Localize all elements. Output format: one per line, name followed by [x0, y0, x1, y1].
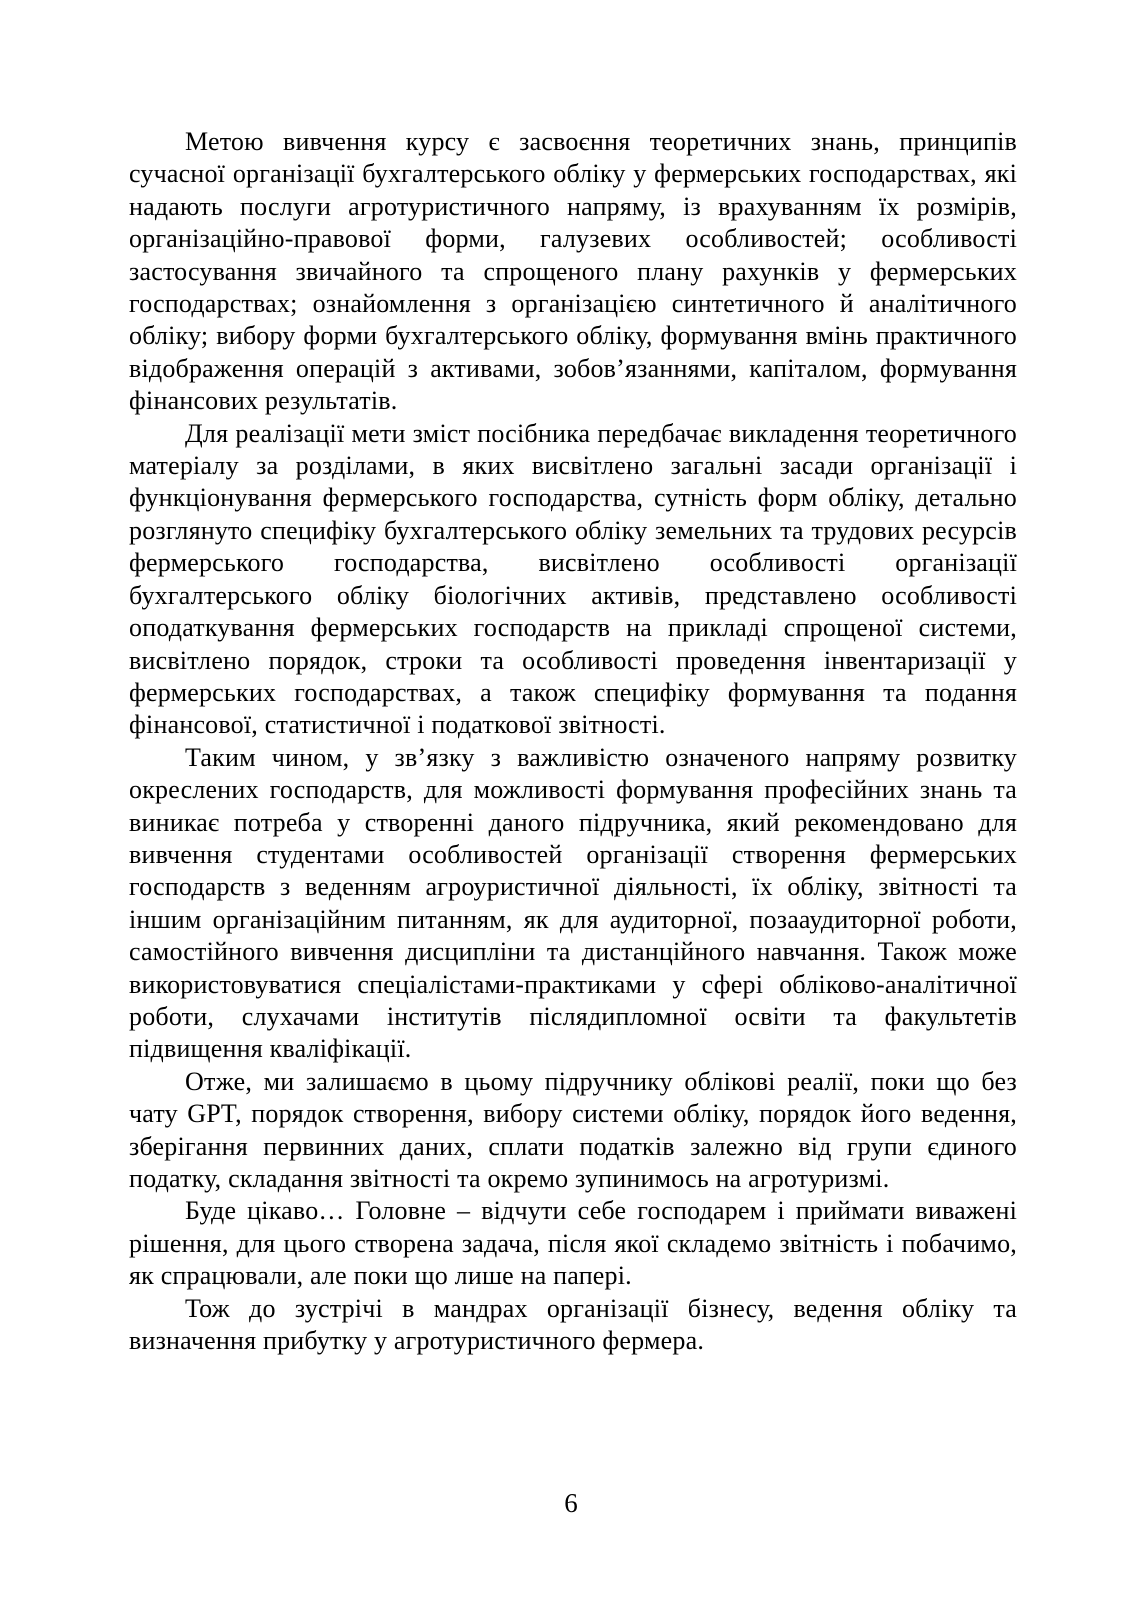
- page-number: 6: [564, 1488, 578, 1518]
- paragraph-accounting-realities: Отже, ми залишаємо в цьому підручнику облікові реалії, поки що без чату GPT, порядок створення, вибору системи обліку, порядок його ведення, зберігання первинних даних, сплати податків залежно від групи єдиного податку, складання звітності та окремо зупинимось на агротуризмі.: [129, 1066, 1017, 1193]
- paragraph-course-goal: Метою вивчення курсу є засвоєння теоретичних знань, принципів сучасної організації бухгалтерського обліку у фермерських господарствах, які надають послуги агротуристичного напряму, із врахуванням їх розмірів, організаційно-правової форми, галузевих особливостей; особливості застосування звичайного та спрощеного плану рахунків у фермерських господарствах; ознайомлення з організацією синтетичного й аналітичного обліку; вибору форми бухгалтерського обліку, формування вмінь практичного відображення операцій з активами, зобов’язаннями, капіталом, формування фінансових результатів.: [129, 127, 1017, 416]
- text-block: [129, 126, 1017, 1357]
- paragraph-textbook-purpose: Таким чином, у зв’язку з важливістю означеного напряму розвитку окреслених господарств, для можливості формування професійних знань та виникає потреба у створенні даного підручника, який рекомендовано для вивчення студентами особливостей організації створення фермерських господарств з веденням агроуристичної діяльності, їх обліку, звітності та іншим організаційним питанням, як для аудиторної, позааудиторної роботи, самостійного вивчення дисципліни та дистанційного навчання. Також може використовуватися спеціалістами-практиками у сфері обліково-аналітичної роботи, слухачами інститутів післядипломної освіти та факультетів підвищення кваліфікації.: [129, 742, 1017, 1064]
- paragraph-it-will-be-interesting: Буде цікаво… Головне – відчути себе господарем і приймати виважені рішення, для цього створена задача, після якої складемо звітність і побачимо, як спрацювали, але поки що лише на папері.: [129, 1196, 1017, 1291]
- paragraph-closing: Тож до зустрічі в мандрах організації бізнесу, ведення обліку та визначення прибутку у агротуристичного фермера.: [129, 1293, 1017, 1356]
- paragraph-goal-realization: Для реалізації мети зміст посібника передбачає викладення теоретичного матеріалу за розділами, в яких висвітлено загальні засади організації і функціонування фермерського господарства, сутність форм обліку, детально розглянуто специфіку бухгалтерського обліку земельних та трудових ресурсів фермерського господарства, висвітлено особливості організації бухгалтерського обліку біологічних активів, представлено особливості оподаткування фермерських господарств на прикладі спрощеної системи, висвітлено порядок, строки та особливості проведення інвентаризації у фермерських господарствах, а також специфіку формування та подання фінансової, статистичної і податкової звітності.: [129, 418, 1017, 740]
